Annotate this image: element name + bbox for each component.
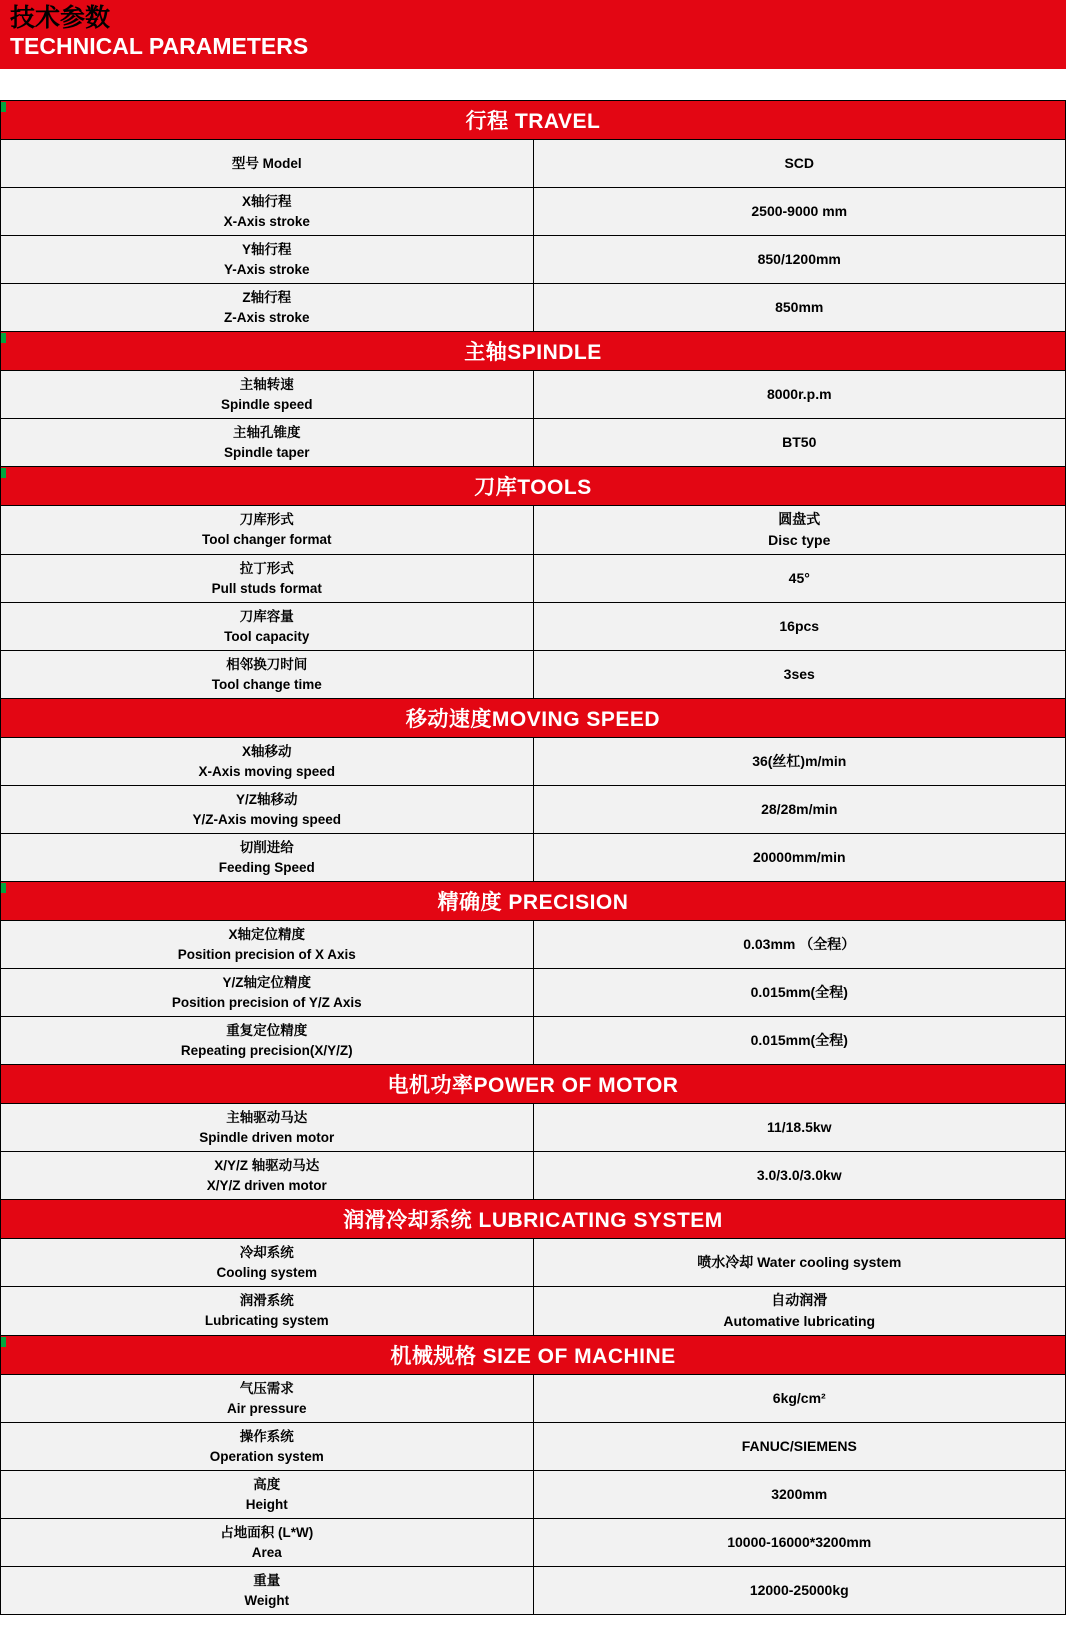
param-label (1, 1471, 534, 1519)
param-label (1, 603, 534, 651)
param-label-en: Lubricating system (204, 1313, 329, 1329)
param-label (1, 236, 534, 284)
param-label (1, 1519, 534, 1567)
table-row (1, 236, 1066, 284)
param-value (533, 786, 1066, 834)
param-label (1, 786, 534, 834)
section-header-label: 刀库TOOLS (474, 476, 592, 500)
section-header-row (1, 1200, 1066, 1239)
param-label-en: Tool capacity (224, 628, 310, 644)
param-label-zh: 操作系统 (239, 1428, 294, 1444)
section-header-row (1, 332, 1066, 371)
section-header-row (1, 882, 1066, 921)
param-label-zh: X/Y/Z 轴驱动马达 (214, 1157, 320, 1173)
param-value (533, 921, 1066, 969)
section-header-row (1, 101, 1066, 140)
param-label-en: Feeding Speed (218, 859, 315, 875)
param-label-en: Spindle speed (220, 396, 313, 412)
param-value (533, 419, 1066, 467)
param-label-zh: Y轴行程 (241, 241, 292, 257)
parameters-table-body (1, 101, 1066, 1615)
param-label-en: Tool change time (211, 676, 322, 692)
param-label-zh: 主轴孔锥度 (233, 424, 301, 440)
param-value-line1: 850/1200mm (757, 251, 841, 268)
param-label-zh: Z轴行程 (242, 289, 292, 305)
param-label (1, 651, 534, 699)
param-label-zh: 相邻换刀时间 (226, 656, 308, 672)
param-label-zh: X轴移动 (241, 743, 292, 759)
section-header (1, 699, 1066, 738)
param-label (1, 140, 534, 188)
param-label-en: Cooling system (216, 1264, 318, 1280)
param-value-line2: Automative lubricating (723, 1313, 876, 1330)
param-label-zh: 重复定位精度 (226, 1022, 308, 1038)
table-row (1, 1519, 1066, 1567)
table-row (1, 1017, 1066, 1065)
param-value-line1: 3.0/3.0/3.0kw (756, 1167, 842, 1184)
comment-marker (1, 333, 6, 343)
param-label-zh: 气压需求 (239, 1380, 294, 1396)
param-value-line1: 12000-25000kg (749, 1582, 849, 1599)
param-value-line1: 0.015mm(全程) (750, 984, 848, 1001)
param-label-en: Z-Axis stroke (223, 309, 310, 325)
table-row (1, 140, 1066, 188)
param-value-line1: 0.015mm(全程) (750, 1032, 848, 1049)
param-label-zh: 冷却系统 (239, 1244, 294, 1260)
param-label-en: Spindle driven motor (199, 1129, 335, 1145)
table-row (1, 603, 1066, 651)
param-label-zh: Y/Z轴移动 (235, 791, 298, 807)
param-value-line1: 3200mm (771, 1486, 828, 1503)
section-header (1, 101, 1066, 140)
param-value (533, 651, 1066, 699)
param-value (533, 555, 1066, 603)
param-value (533, 969, 1066, 1017)
param-label (1, 371, 534, 419)
section-header-label: 行程 TRAVEL (465, 110, 601, 134)
table-row (1, 284, 1066, 332)
table-row (1, 1567, 1066, 1615)
section-header-row (1, 467, 1066, 506)
param-value (533, 834, 1066, 882)
param-label (1, 921, 534, 969)
table-row (1, 1239, 1066, 1287)
param-value (533, 188, 1066, 236)
param-value-line1: 36(丝杠)m/min (752, 753, 847, 770)
section-header-row (1, 699, 1066, 738)
param-value-line1: 11/18.5kw (766, 1119, 832, 1136)
param-label (1, 1152, 534, 1200)
table-row (1, 371, 1066, 419)
comment-marker (1, 883, 6, 893)
table-row (1, 1104, 1066, 1152)
page-title-en: TECHNICAL PARAMETERS (10, 32, 309, 59)
table-row (1, 738, 1066, 786)
table-row (1, 1287, 1066, 1336)
param-value-line1: 16pcs (779, 618, 820, 635)
param-value-line1: 3ses (783, 666, 815, 683)
param-value (533, 371, 1066, 419)
param-label (1, 1375, 534, 1423)
section-header (1, 1065, 1066, 1104)
section-header (1, 1200, 1066, 1239)
param-value (533, 1104, 1066, 1152)
param-value (533, 1152, 1066, 1200)
table-row (1, 921, 1066, 969)
comment-marker (1, 1337, 6, 1347)
param-value (533, 506, 1066, 555)
param-value-line1: 10000-16000*3200mm (727, 1534, 872, 1551)
param-value (533, 1239, 1066, 1287)
param-label-zh: 重量 (253, 1572, 281, 1588)
param-label-en: Y/Z-Axis moving speed (192, 811, 342, 827)
param-label-en: Operation system (209, 1448, 324, 1464)
section-header-row (1, 1065, 1066, 1104)
param-label-en: Y-Axis stroke (223, 261, 310, 277)
param-value-line1: 8000r.p.m (766, 386, 832, 403)
param-value (533, 1017, 1066, 1065)
param-value-line1: 圆盘式 (778, 511, 821, 528)
param-label-en: Air pressure (226, 1400, 307, 1416)
page-banner (0, 0, 1066, 69)
param-value-line2: Disc type (768, 532, 831, 549)
param-value-line1: 6kg/cm² (772, 1390, 826, 1407)
param-value-line1: BT50 (782, 434, 817, 451)
table-row (1, 1423, 1066, 1471)
section-header (1, 332, 1066, 371)
table-row (1, 1152, 1066, 1200)
table-row (1, 834, 1066, 882)
param-value-line1: 850mm (775, 299, 824, 316)
param-value-line1: 自动润滑 (771, 1292, 828, 1309)
param-value (533, 140, 1066, 188)
section-header-label: 主轴SPINDLE (464, 341, 602, 365)
param-value (533, 738, 1066, 786)
param-label (1, 1017, 534, 1065)
table-row (1, 651, 1066, 699)
table-row (1, 419, 1066, 467)
param-value-line1: 28/28m/min (761, 801, 838, 818)
param-label-en: Weight (244, 1592, 290, 1608)
param-label-zh: X轴行程 (241, 193, 292, 209)
banner-spacer (0, 69, 1066, 100)
param-label (1, 738, 534, 786)
param-value-line1: 0.03mm （全程） (743, 936, 856, 953)
param-value-line1: FANUC/SIEMENS (741, 1438, 857, 1455)
param-value (533, 1567, 1066, 1615)
param-value (533, 603, 1066, 651)
param-value-line1: 2500-9000 mm (751, 203, 848, 220)
param-value (533, 1471, 1066, 1519)
section-header-label: 精确度 PRECISION (437, 891, 629, 915)
section-header-label: 电机功率POWER OF MOTOR (387, 1074, 679, 1098)
param-label (1, 419, 534, 467)
param-label-en: X-Axis stroke (223, 213, 310, 229)
param-value-line1: 20000mm/min (752, 849, 846, 866)
param-label (1, 1567, 534, 1615)
section-header-row (1, 1336, 1066, 1375)
param-label-zh: 占地面积 (L*W) (220, 1524, 314, 1540)
param-value (533, 284, 1066, 332)
param-value (533, 1519, 1066, 1567)
param-value (533, 1423, 1066, 1471)
param-label-zh: 主轴转速 (239, 376, 294, 392)
param-label-en: Height (245, 1496, 288, 1512)
param-label-zh: 刀库容量 (239, 608, 294, 624)
table-row (1, 188, 1066, 236)
comment-marker (1, 468, 6, 478)
section-header (1, 1336, 1066, 1375)
param-label-en: Position precision of X Axis (177, 946, 356, 962)
param-label-zh: 润滑系统 (239, 1293, 294, 1309)
param-label-en: X-Axis moving speed (198, 763, 336, 779)
table-row (1, 969, 1066, 1017)
param-value (533, 1287, 1066, 1336)
param-label (1, 1287, 534, 1336)
table-row (1, 786, 1066, 834)
param-label (1, 834, 534, 882)
section-header-label: 机械规格 SIZE OF MACHINE (390, 1345, 676, 1369)
section-header (1, 882, 1066, 921)
comment-marker (1, 102, 6, 112)
param-label-zh: 切削进给 (239, 839, 294, 855)
param-label-zh: 刀库形式 (239, 512, 294, 528)
param-label (1, 1423, 534, 1471)
table-row (1, 1471, 1066, 1519)
table-row (1, 1375, 1066, 1423)
param-label-en: Repeating precision(X/Y/Z) (180, 1042, 353, 1058)
section-header (1, 467, 1066, 506)
param-label-en: Area (251, 1544, 282, 1560)
param-value-line1: 喷水冷却 Water cooling system (697, 1254, 902, 1271)
param-label-zh: Y/Z轴定位精度 (222, 974, 311, 990)
param-label (1, 555, 534, 603)
param-label (1, 188, 534, 236)
parameters-table (0, 100, 1066, 1615)
param-label-zh: X轴定位精度 (228, 926, 305, 942)
param-label (1, 969, 534, 1017)
table-row (1, 506, 1066, 555)
param-value-line1: SCD (784, 155, 815, 172)
param-value (533, 236, 1066, 284)
param-value (533, 1375, 1066, 1423)
table-row (1, 555, 1066, 603)
param-label-zh: 拉丁形式 (239, 560, 294, 576)
param-label-en: X/Y/Z driven motor (206, 1177, 327, 1193)
section-header-label: 润滑冷却系统 LUBRICATING SYSTEM (343, 1209, 723, 1233)
param-label (1, 284, 534, 332)
page-title-zh: 技术参数 (10, 4, 111, 32)
param-label (1, 1239, 534, 1287)
param-label (1, 506, 534, 555)
param-label-zh: 高度 (253, 1476, 281, 1492)
param-label-zh: 主轴驱动马达 (226, 1109, 308, 1125)
section-header-label: 移动速度MOVING SPEED (405, 708, 661, 732)
param-label-en: Pull studs format (211, 580, 322, 596)
param-label-en: Spindle taper (223, 444, 310, 460)
param-value-line1: 45° (788, 570, 810, 587)
param-label-zh: 型号 Model (231, 155, 302, 171)
param-label-en: Position precision of Y/Z Axis (171, 994, 362, 1010)
param-label-en: Tool changer format (201, 532, 332, 548)
param-label (1, 1104, 534, 1152)
